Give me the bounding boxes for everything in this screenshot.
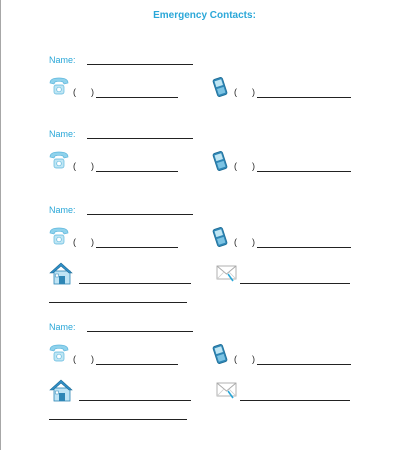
phone-number-field[interactable] — [96, 247, 178, 248]
page-edge — [0, 0, 1, 450]
area-code-open-paren: ( — [73, 87, 76, 97]
area-code-close-paren: ) — [252, 354, 255, 364]
house-icon — [48, 377, 74, 403]
name-label: Name: — [49, 322, 76, 332]
mobile-phone-icon — [211, 76, 229, 98]
name-label: Name: — [49, 55, 76, 65]
address-field[interactable] — [79, 400, 191, 401]
phone-icon — [48, 77, 70, 97]
page-title: Emergency Contacts: — [153, 10, 256, 21]
address-field-line-2[interactable] — [49, 419, 187, 420]
phone-icon — [48, 344, 70, 364]
email-field[interactable] — [240, 283, 350, 284]
email-field[interactable] — [240, 400, 350, 401]
area-code-close-paren: ) — [91, 237, 94, 247]
name-label: Name: — [49, 129, 76, 139]
area-code-open-paren: ( — [73, 237, 76, 247]
house-icon — [48, 260, 74, 286]
area-code-open-paren: ( — [234, 87, 237, 97]
area-code-open-paren: ( — [73, 354, 76, 364]
area-code-close-paren: ) — [252, 237, 255, 247]
phone-number-field[interactable] — [96, 364, 178, 365]
area-code-open-paren: ( — [234, 237, 237, 247]
area-code-close-paren: ) — [252, 87, 255, 97]
mobile-phone-icon — [211, 343, 229, 365]
phone-icon — [48, 227, 70, 247]
name-field[interactable] — [87, 64, 193, 65]
mobile-phone-icon — [211, 226, 229, 248]
area-code-open-paren: ( — [234, 161, 237, 171]
phone-number-field[interactable] — [96, 171, 178, 172]
name-label: Name: — [49, 205, 76, 215]
mobile-phone-icon — [211, 150, 229, 172]
envelope-icon — [216, 381, 238, 399]
area-code-open-paren: ( — [73, 161, 76, 171]
area-code-open-paren: ( — [234, 354, 237, 364]
name-field[interactable] — [87, 138, 193, 139]
name-field[interactable] — [87, 214, 193, 215]
name-field[interactable] — [87, 331, 193, 332]
mobile-number-field[interactable] — [257, 247, 351, 248]
area-code-close-paren: ) — [91, 87, 94, 97]
area-code-close-paren: ) — [91, 161, 94, 171]
area-code-close-paren: ) — [91, 354, 94, 364]
phone-icon — [48, 151, 70, 171]
mobile-number-field[interactable] — [257, 171, 351, 172]
address-field[interactable] — [79, 283, 191, 284]
mobile-number-field[interactable] — [257, 364, 351, 365]
phone-number-field[interactable] — [96, 97, 178, 98]
mobile-number-field[interactable] — [257, 97, 351, 98]
area-code-close-paren: ) — [252, 161, 255, 171]
envelope-icon — [216, 264, 238, 282]
address-field-line-2[interactable] — [49, 302, 187, 303]
